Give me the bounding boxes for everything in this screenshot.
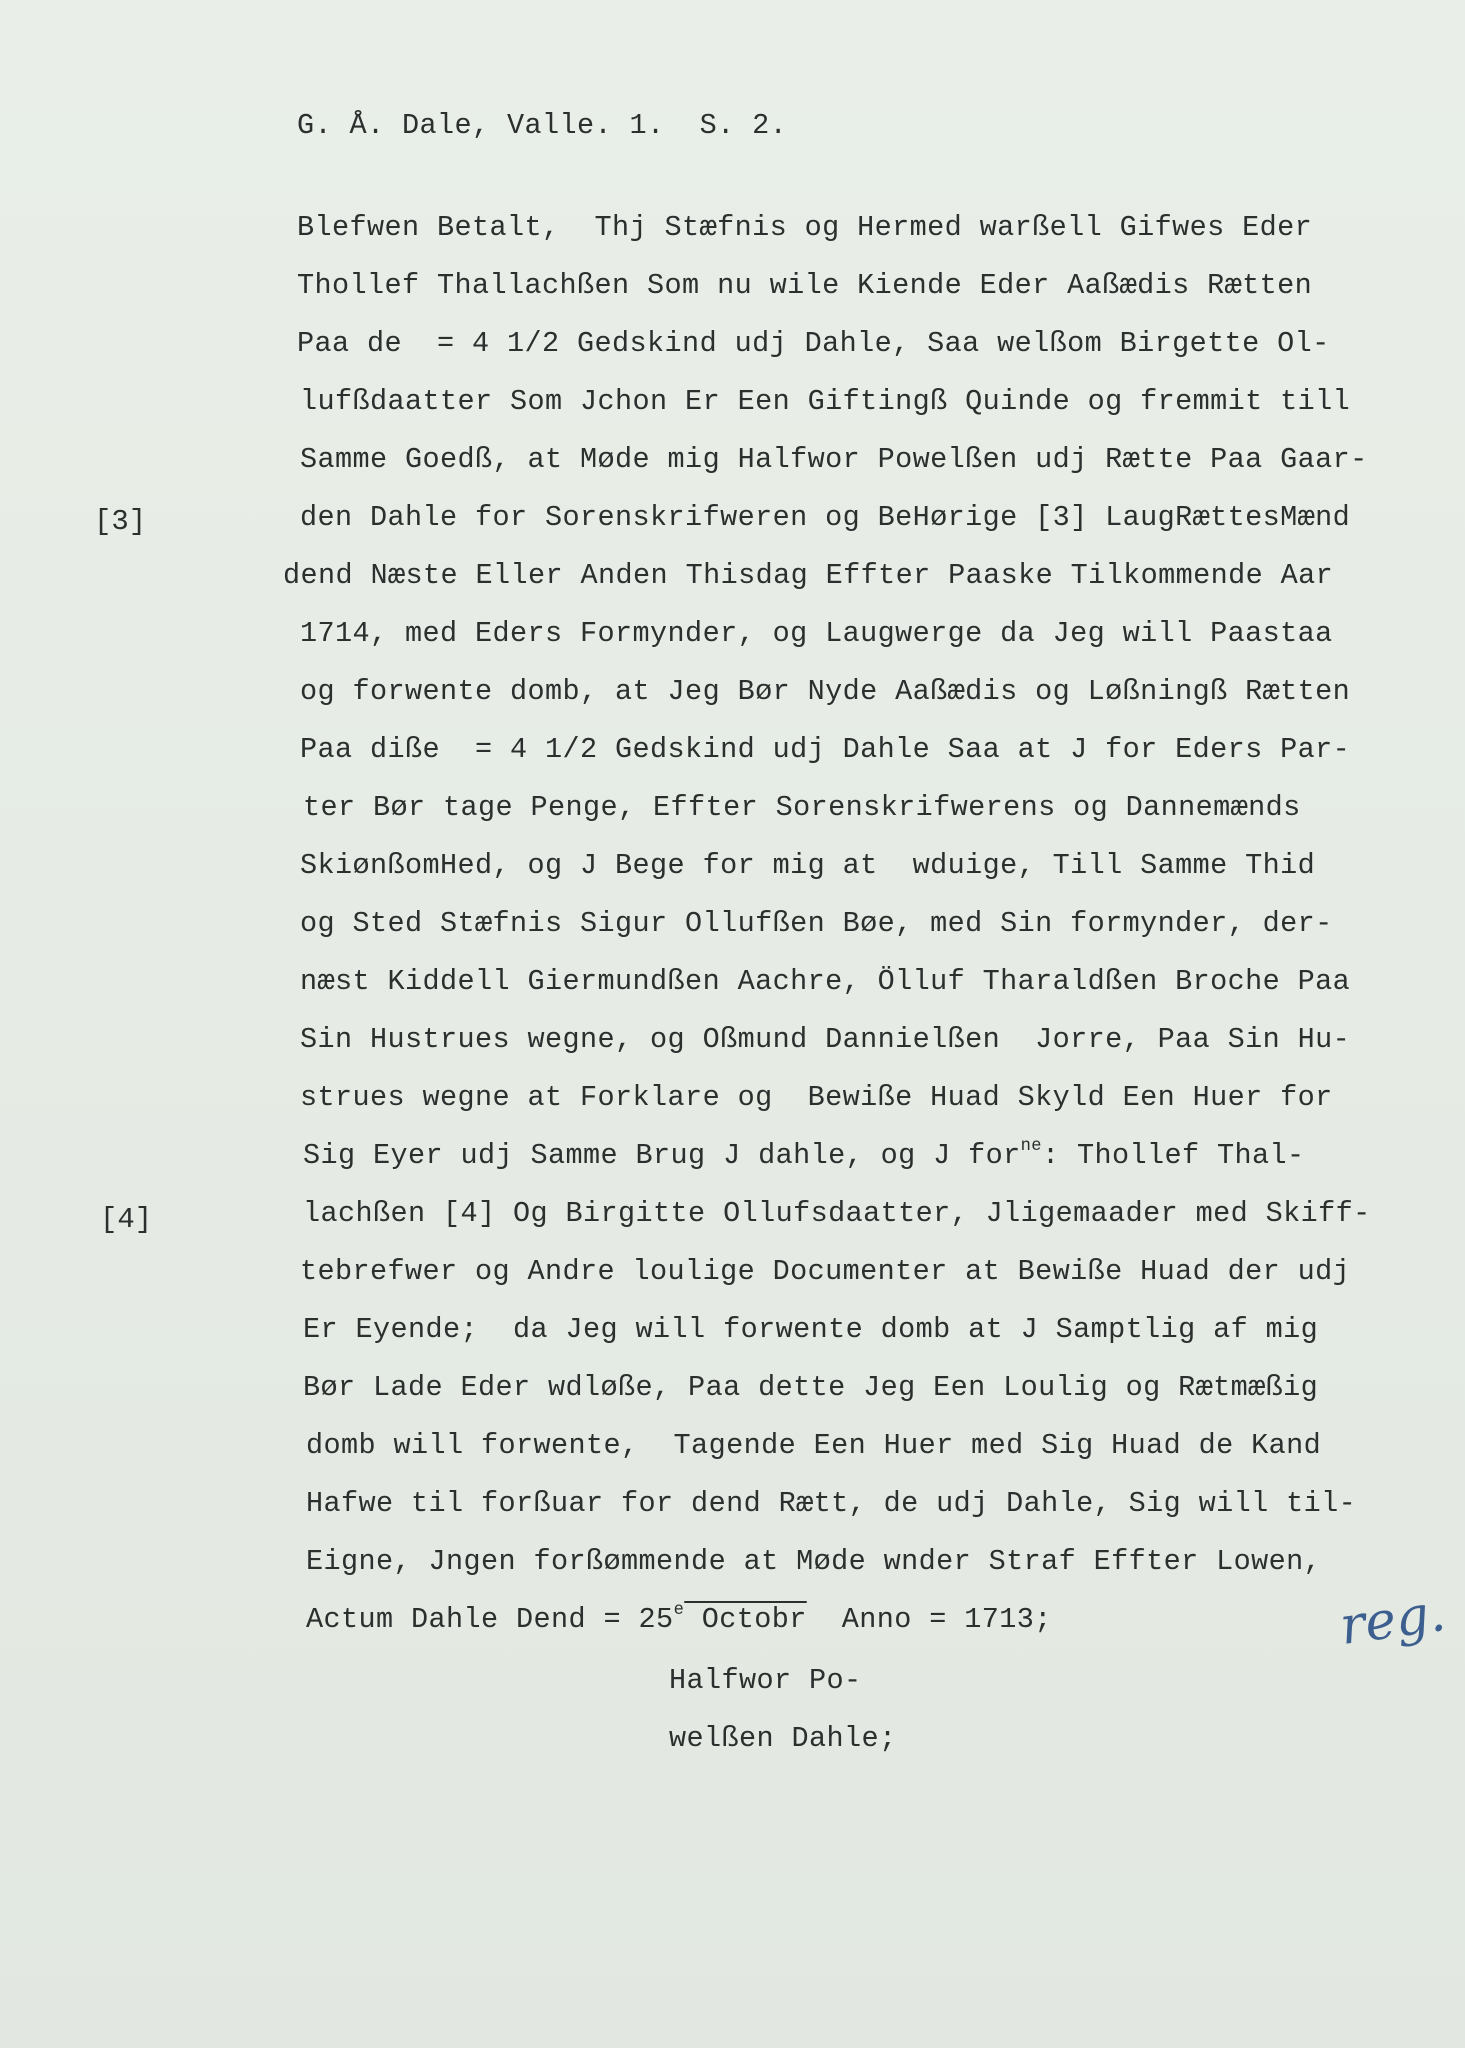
text-line-1: Blefwen Betalt, Thj Stæfnis og Hermed warßell Gifwes Eder: [297, 211, 1313, 244]
text-line-22: domb will forwente, Tagende Een Huer med Sig Huad de Kand: [306, 1429, 1322, 1462]
text-line-10: Paa dißе = 4 1/2 Gedskind udj Dahle Saa at J for Eders Par-: [300, 733, 1351, 766]
text-line-23: Hafwe til forßuar for dend Rætt, de udj Dahle, Sig will til-: [306, 1487, 1357, 1520]
margin-note-4: [4]: [100, 1203, 153, 1236]
text-line-12: SkiønßomHed, og J Bege for mig at wduige, Till Samme Thid: [300, 849, 1316, 882]
text-line-17-tail: : Thollef Thal-: [1041, 1139, 1305, 1172]
text-line-25-superscript: e: [673, 1601, 685, 1621]
text-line-16: strues wegne at Forklare og Bewiße Huad Skyld Een Huer for: [300, 1081, 1333, 1114]
text-line-17-superscript: ne: [1020, 1137, 1042, 1157]
text-line-18: lachßen [4] Og Birgitte Ollufsdaatter, Jligemaader med Skiff-: [303, 1197, 1371, 1230]
signature-line-2: welßen Dahle;: [669, 1722, 897, 1755]
text-line-25-month: Octobr: [684, 1603, 807, 1636]
text-line-17-main: Sig Eyer udj Samme Brug J dahle, og J for: [303, 1139, 1021, 1172]
text-line-24: Eigne, Jngen forßømmende at Møde wnder Straf Effter Lowen,: [306, 1545, 1322, 1578]
text-line-19: tebrefwer og Andre loulige Documenter at Bewiße Huad der udj: [300, 1255, 1351, 1288]
text-line-7: dend Næste Eller Anden Thisdag Effter Paaske Tilkommende Aar: [283, 559, 1334, 592]
text-line-9: og forwente domb, at Jeg Bør Nyde Aaßædis og Løßningß Rætten: [300, 675, 1351, 708]
text-line-15: Sin Hustrues wegne, og Oßmund Dannielßen Jorre, Paa Sin Hu-: [300, 1023, 1351, 1056]
text-line-2: Thollef Thallachßen Som nu wile Kiende Eder Aaßædis Rætten: [297, 269, 1313, 302]
text-line-5: Samme Goedß, at Møde mig Halfwor Powelßen udj Rætte Paa Gaar-: [300, 443, 1368, 476]
signature-line-1: Halfwor Po-: [669, 1664, 862, 1697]
margin-note-3: [3]: [94, 505, 147, 538]
text-line-8: 1714, med Eders Formynder, og Laugwerge da Jeg will Paastaa: [300, 617, 1333, 650]
text-line-4: lufßdaatter Som Jchon Er Een Giftingß Quinde og fremmit till: [300, 385, 1351, 418]
document-header: G. Å. Dale, Valle. 1. S. 2.: [297, 109, 788, 142]
text-line-20: Er Eyende; da Jeg will forwente domb at J Samptlig af mig: [303, 1313, 1319, 1346]
text-line-13: og Sted Stæfnis Sigur Ollufßen Bøe, med Sin formynder, der-: [300, 907, 1333, 940]
text-line-14: næst Kiddell Giermundßen Aachre, Ölluf Tharaldßen Broche Paa: [300, 965, 1351, 998]
text-line-25: [306, 1602, 1052, 1638]
text-line-21: Bør Lade Eder wdløße, Paa dette Jeg Een Loulig og Rætmæßig: [303, 1371, 1319, 1404]
text-line-25-main: Actum Dahle Dend = 25: [306, 1603, 674, 1636]
text-line-11: ter Bør tage Penge, Effter Sorenskrifwerens og Dannemænds: [303, 791, 1301, 824]
text-line-17: [303, 1138, 1305, 1174]
text-line-6: den Dahle for Sorenskrifweren og BeHørige [3] LaugRættesMænd: [300, 501, 1351, 534]
text-line-25-tail: Anno = 1713;: [806, 1603, 1052, 1636]
handwritten-reg-annotation: reg.: [1336, 1582, 1450, 1658]
text-line-3: Paa de = 4 1/2 Gedskind udj Dahle, Saa welßom Birgette Ol-: [297, 327, 1330, 360]
